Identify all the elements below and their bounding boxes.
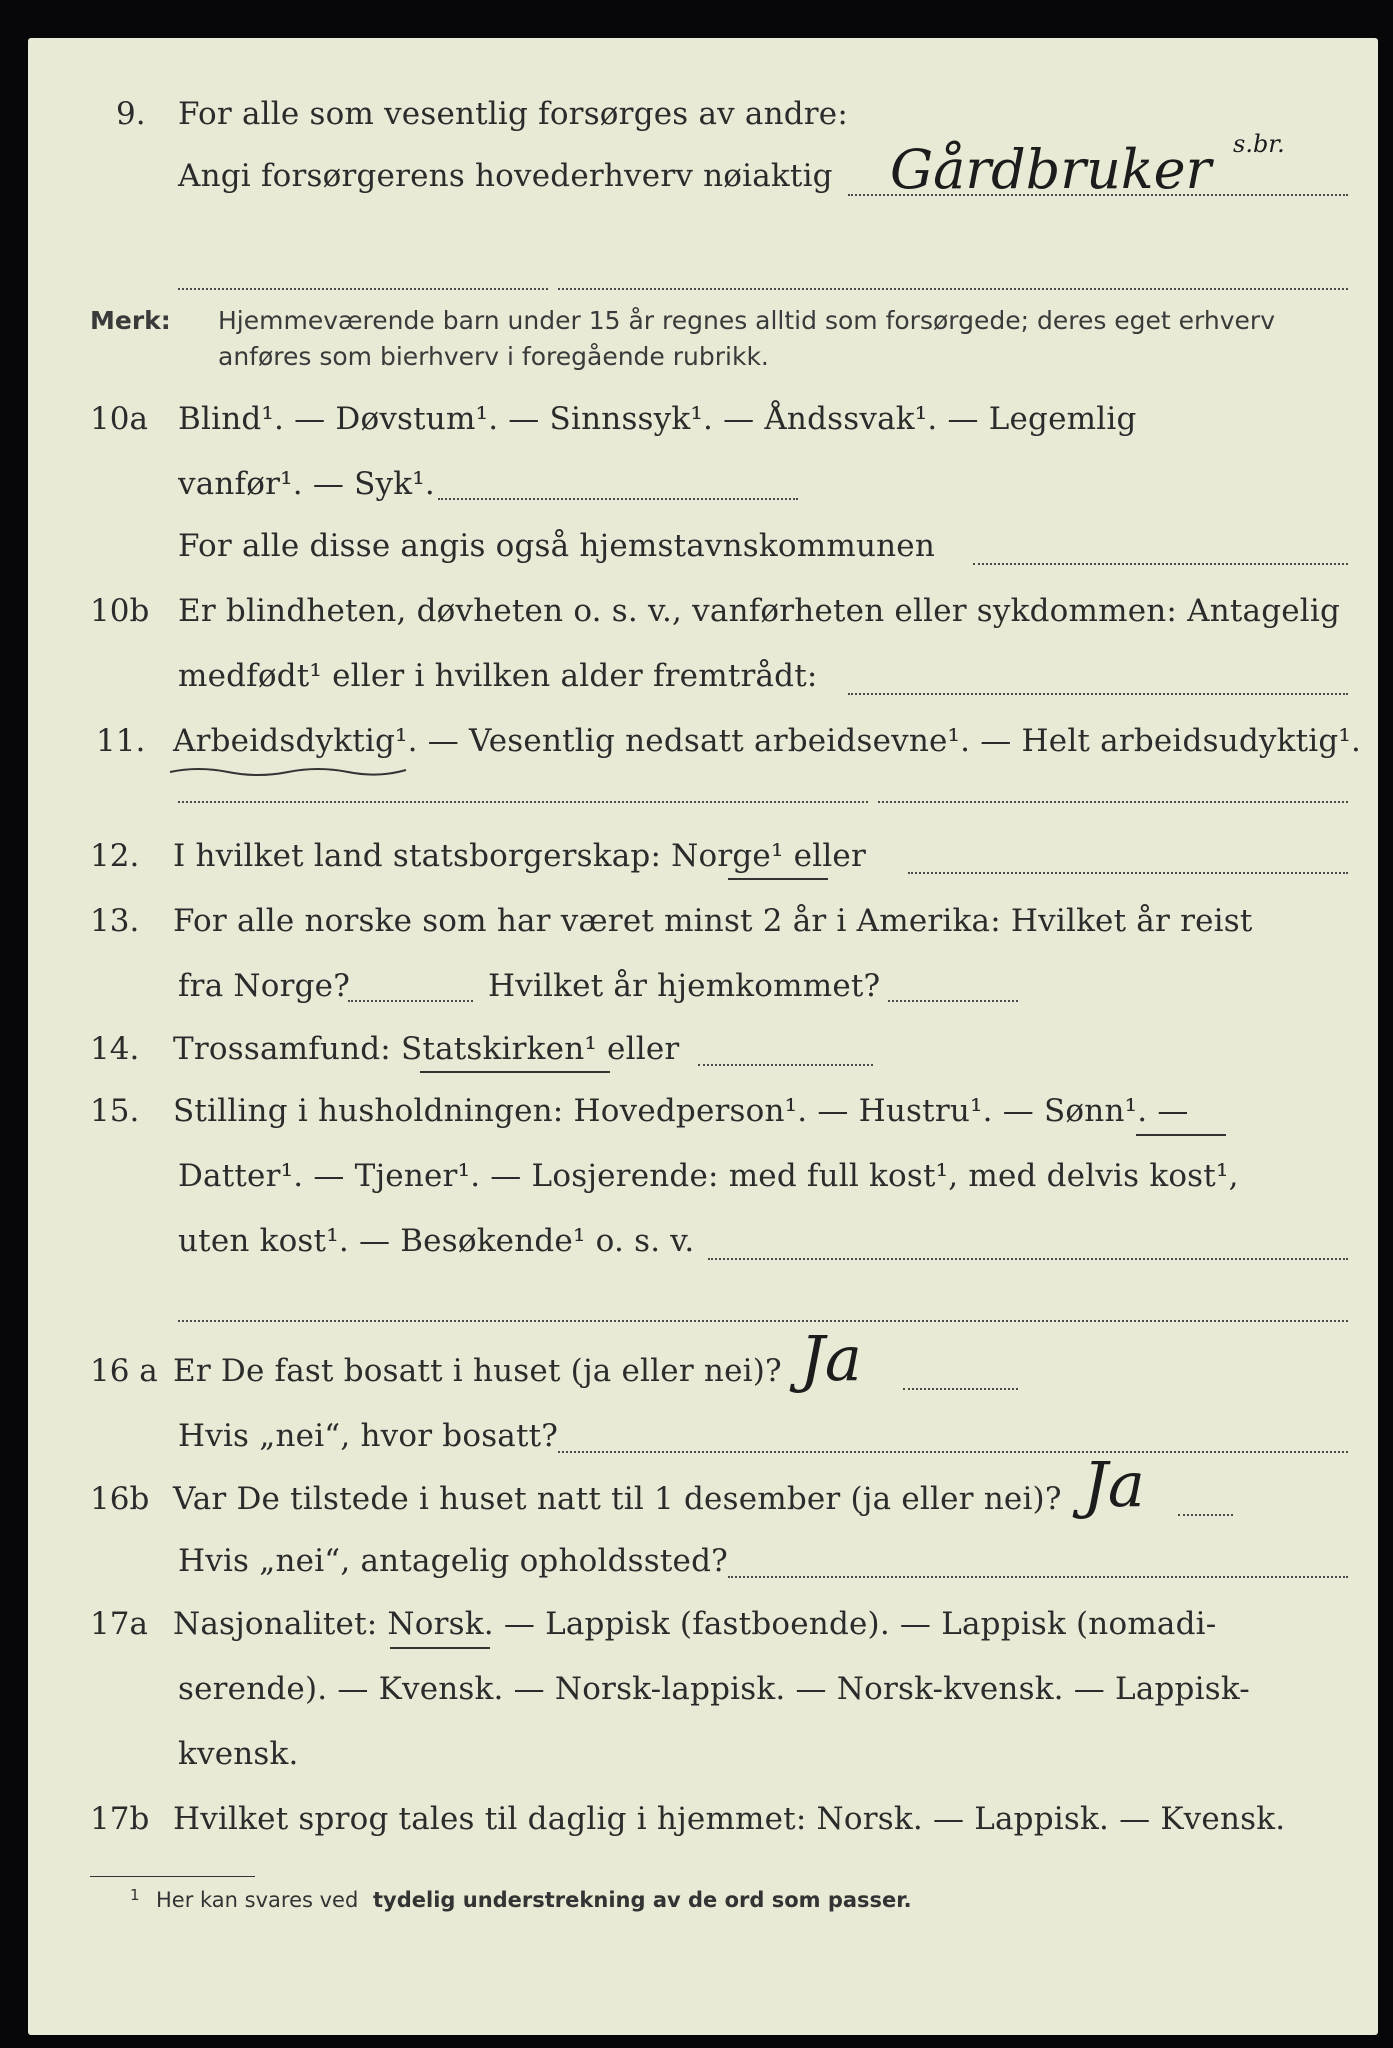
q10b-question-line2: medfødt¹ eller i hvilken alder fremtrådt: xyxy=(178,658,818,694)
footnote-rule xyxy=(90,1876,255,1877)
q10a-question-line2: vanfør¹. — Syk¹. xyxy=(178,466,435,502)
q16b-answer-line xyxy=(1178,1514,1233,1516)
q17a-question-line3: kvensk. xyxy=(178,1736,299,1772)
q17a-question-line2: serende). — Kvensk. — Norsk-lappisk. — Norsk-kvensk. — Lappisk- xyxy=(178,1671,1250,1707)
q12-number: 12. xyxy=(90,838,140,874)
q9-extra-line-b xyxy=(558,288,1348,290)
q17b-number: 17b xyxy=(90,1801,150,1837)
q15-sonn-underline xyxy=(1136,1134,1226,1136)
q11-question-line1: Arbeidsdyktig¹. — Vesentlig nedsatt arbeidsevne¹. — Helt arbeidsudyktig¹. xyxy=(173,723,1362,759)
q16a-number: 16 a xyxy=(90,1353,158,1389)
q16a-question-line1: Er De fast bosatt i huset (ja eller nei)? xyxy=(173,1353,782,1389)
q10a-question-line3: For alle disse angis også hjemstavnskommunen xyxy=(178,528,935,564)
footnote-text-a: Her kan svares ved xyxy=(156,1888,359,1912)
q9-number: 9. xyxy=(116,96,146,132)
q17a-norsk-underline xyxy=(390,1647,490,1649)
q9-question-line1: For alle som vesentlig forsørges av andre: xyxy=(178,96,848,132)
q16b-number: 16b xyxy=(90,1481,150,1517)
q16a-question-line2: Hvis „nei“, hvor bosatt? xyxy=(178,1418,559,1454)
q17b-question-line1: Hvilket sprog tales til daglig i hjemmet: Norsk. — Lappisk. — Kvensk. xyxy=(173,1801,1286,1837)
q10b-age-line xyxy=(848,693,1348,695)
census-form-page xyxy=(28,38,1378,2035)
q16a-handwritten-answer: Ja xyxy=(800,1322,862,1395)
q13-question-line2a: fra Norge? xyxy=(178,968,351,1004)
q15-separator-line xyxy=(178,1320,1348,1322)
q16b-location-line xyxy=(728,1576,1348,1578)
q16a-answer-line xyxy=(903,1388,1018,1390)
q13-returned-line xyxy=(888,1000,1018,1002)
q9-handwritten-answer: Gårdbruker xyxy=(890,138,1212,201)
q13-question-line2b: Hvilket år hjemkommet? xyxy=(488,968,881,1004)
q16b-handwritten-answer: Ja xyxy=(1083,1448,1145,1521)
q13-question-line1: For alle norske som har været minst 2 år i Amerika: Hvilket år reist xyxy=(173,903,1253,939)
footnote-text-b: tydelig understrekning av de ord som passer. xyxy=(373,1888,912,1912)
q11-arbeidsdyktig-underline xyxy=(168,764,408,778)
q14-number: 14. xyxy=(90,1031,140,1067)
q15-extra-line xyxy=(708,1258,1348,1260)
q9-extra-line-a xyxy=(178,288,548,290)
q12-country-line xyxy=(908,872,1348,874)
q17a-question-line1: Nasjonalitet: Norsk. — Lappisk (fastboende). — Lappisk (nomadi- xyxy=(173,1606,1217,1642)
q10a-home-municipality-line xyxy=(973,563,1348,565)
q17a-number: 17a xyxy=(90,1606,148,1642)
q12-question-line1: I hvilket land statsborgerskap: Norge¹ eller xyxy=(173,838,866,874)
merk-label: Merk: xyxy=(90,306,171,335)
q16b-question-line2: Hvis „nei“, antagelig opholdssted? xyxy=(178,1543,728,1579)
q14-statskirken-underline xyxy=(420,1071,610,1073)
q11-extra-line-a xyxy=(178,801,868,803)
q10a-question-line1: Blind¹. — Døvstum¹. — Sinnssyk¹. — Åndssvak¹. — Legemlig xyxy=(178,401,1137,437)
merk-text-line2: anføres som bierhverv i foregående rubrikk. xyxy=(218,342,769,371)
q13-left-line xyxy=(348,1000,473,1002)
q12-norge-underline xyxy=(728,878,828,880)
q16a-residence-line xyxy=(558,1451,1348,1453)
q16b-question-line1: Var De tilstede i huset natt til 1 desember (ja eller nei)? xyxy=(173,1481,1062,1517)
q15-question-line3: uten kost¹. — Besøkende¹ o. s. v. xyxy=(178,1223,695,1259)
q10a-sick-line xyxy=(438,498,798,500)
q10a-number: 10a xyxy=(90,401,148,437)
q9-question-line2: Angi forsørgerens hovederhverv nøiaktig xyxy=(178,158,833,194)
q10b-question-line1: Er blindheten, døvheten o. s. v., vanførheten eller sykdommen: Antagelig xyxy=(178,593,1341,629)
q14-question-line1: Trossamfund: Statskirken¹ eller xyxy=(173,1031,680,1067)
footnote-mark: 1 xyxy=(130,1886,140,1904)
q11-number: 11. xyxy=(96,723,146,759)
q11-extra-line-b xyxy=(878,801,1348,803)
q13-number: 13. xyxy=(90,903,140,939)
q14-religion-line xyxy=(698,1064,873,1066)
q10b-number: 10b xyxy=(90,593,150,629)
merk-text-line1: Hjemmeværende barn under 15 år regnes alltid som forsørgede; deres eget erhverv xyxy=(218,306,1275,335)
q15-question-line2: Datter¹. — Tjener¹. — Losjerende: med full kost¹, med delvis kost¹, xyxy=(178,1158,1239,1194)
q15-question-line1: Stilling i husholdningen: Hovedperson¹. — Hustru¹. — Sønn¹. — xyxy=(173,1093,1189,1129)
q9-handwritten-suffix: s.br. xyxy=(1233,130,1285,158)
q15-number: 15. xyxy=(90,1093,140,1129)
